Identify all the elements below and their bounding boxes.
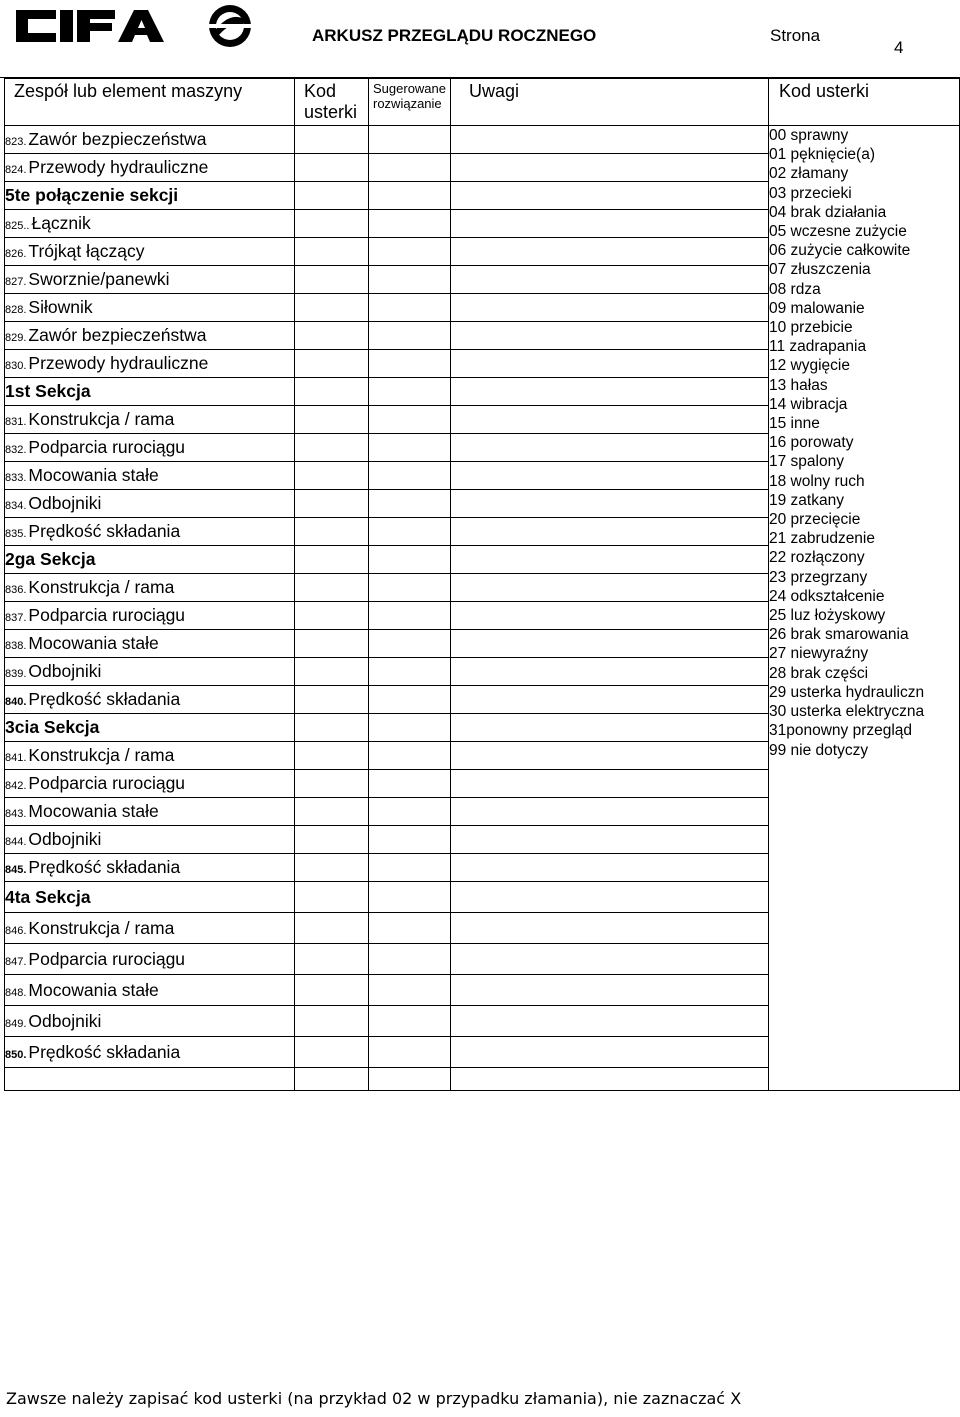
table-row bbox=[5, 126, 960, 154]
kod-input-cell[interactable] bbox=[295, 742, 369, 770]
uwagi-input-cell[interactable] bbox=[451, 266, 769, 294]
element-cell bbox=[5, 658, 295, 686]
uwagi-input-cell[interactable] bbox=[451, 378, 769, 406]
uwagi-input-cell[interactable] bbox=[451, 944, 769, 975]
item-label: Podparcia rurociągu bbox=[28, 605, 186, 625]
kod-input-cell[interactable] bbox=[295, 182, 369, 210]
kod-input-cell[interactable] bbox=[295, 154, 369, 182]
item-label: Przewody hydrauliczne bbox=[28, 157, 209, 177]
blank-cell[interactable] bbox=[295, 1068, 369, 1091]
kod-input-cell[interactable] bbox=[295, 798, 369, 826]
kod-input-cell[interactable] bbox=[295, 574, 369, 602]
item-number: 835. bbox=[5, 528, 27, 540]
uwagi-input-cell[interactable] bbox=[451, 322, 769, 350]
sugerowane-input-cell[interactable] bbox=[369, 126, 451, 154]
element-cell bbox=[5, 1006, 295, 1037]
kod-input-cell[interactable] bbox=[295, 378, 369, 406]
kod-input-cell[interactable] bbox=[295, 210, 369, 238]
element-cell bbox=[5, 714, 295, 742]
element-cell bbox=[5, 322, 295, 350]
kod-input-cell[interactable] bbox=[295, 686, 369, 714]
item-number: 830. bbox=[5, 360, 27, 372]
item-label: Sworznie/panewki bbox=[28, 269, 170, 289]
cifa-logo bbox=[14, 2, 254, 50]
uwagi-input-cell[interactable] bbox=[451, 490, 769, 518]
sugerowane-input-cell[interactable] bbox=[369, 238, 451, 266]
defect-code-item: 16 porowaty bbox=[769, 434, 854, 452]
item-label: Zawór bezpieczeństwa bbox=[28, 325, 207, 345]
item-number: 840. bbox=[5, 696, 27, 708]
sugerowane-input-cell[interactable] bbox=[369, 518, 451, 546]
inspection-table bbox=[4, 78, 960, 1091]
blank-cell[interactable] bbox=[451, 1068, 769, 1091]
kod-input-cell[interactable] bbox=[295, 490, 369, 518]
item-label: Konstrukcja / rama bbox=[28, 745, 175, 765]
item-label: Trójkąt łączący bbox=[28, 241, 145, 261]
element-cell bbox=[5, 462, 295, 490]
sugerowane-input-cell[interactable] bbox=[369, 882, 451, 913]
sugerowane-input-cell[interactable] bbox=[369, 434, 451, 462]
sugerowane-input-cell[interactable] bbox=[369, 266, 451, 294]
defect-code-item: 10 przebicie bbox=[769, 319, 853, 337]
sugerowane-input-cell[interactable] bbox=[369, 294, 451, 322]
sugerowane-input-cell[interactable] bbox=[369, 854, 451, 882]
uwagi-input-cell[interactable] bbox=[451, 126, 769, 154]
item-number: 842. bbox=[5, 780, 27, 792]
item-number: 841. bbox=[5, 752, 27, 764]
kod-input-cell[interactable] bbox=[295, 944, 369, 975]
item-number: 826. bbox=[5, 248, 27, 260]
footer-note: Zawsze należy zapisać kod usterki (na przykład 02 w przypadku złamania), nie zaznaczać X bbox=[6, 1389, 742, 1408]
item-label: Mocowania stałe bbox=[28, 979, 159, 1000]
sugerowane-input-cell[interactable] bbox=[369, 944, 451, 975]
uwagi-input-cell[interactable] bbox=[451, 826, 769, 854]
item-label: 3cia Sekcja bbox=[5, 717, 100, 737]
document-title: ARKUSZ PRZEGLĄDU ROCZNEGO bbox=[312, 26, 597, 45]
sugerowane-input-cell[interactable] bbox=[369, 686, 451, 714]
kod-input-cell[interactable] bbox=[295, 714, 369, 742]
item-number: 847. bbox=[5, 955, 27, 968]
item-number: 838. bbox=[5, 640, 27, 652]
element-cell bbox=[5, 518, 295, 546]
item-label: 2ga Sekcja bbox=[5, 549, 96, 569]
defect-code-item: 24 odkształcenie bbox=[769, 587, 885, 605]
defect-code-item: 06 zużycie całkowite bbox=[769, 242, 911, 260]
element-cell bbox=[5, 686, 295, 714]
sugerowane-input-cell[interactable] bbox=[369, 658, 451, 686]
defect-code-item: 21 zabrudzenie bbox=[769, 530, 875, 548]
defect-code-item: 22 rozłączony bbox=[769, 549, 865, 567]
element-cell bbox=[5, 546, 295, 574]
kod-input-cell[interactable] bbox=[295, 238, 369, 266]
uwagi-input-cell[interactable] bbox=[451, 770, 769, 798]
defect-code-item: 01 pęknięcie(a) bbox=[769, 146, 875, 164]
table-body bbox=[5, 126, 960, 1091]
item-number: 825.. bbox=[5, 220, 30, 232]
uwagi-input-cell[interactable] bbox=[451, 1037, 769, 1068]
kod-input-cell[interactable] bbox=[295, 322, 369, 350]
element-cell bbox=[5, 434, 295, 462]
uwagi-input-cell[interactable] bbox=[451, 574, 769, 602]
uwagi-input-cell[interactable] bbox=[451, 518, 769, 546]
header-sugerowane: Sugerowane rozwiązanie bbox=[369, 79, 451, 126]
element-cell bbox=[5, 154, 295, 182]
element-cell bbox=[5, 182, 295, 210]
element-cell bbox=[5, 406, 295, 434]
element-cell bbox=[5, 490, 295, 518]
element-cell bbox=[5, 602, 295, 630]
defect-code-item: 27 niewyraźny bbox=[769, 645, 869, 663]
blank-cell bbox=[5, 1068, 295, 1091]
defect-code-item: 00 sprawny bbox=[769, 127, 849, 144]
item-label: Odbojniki bbox=[28, 1010, 102, 1031]
item-label: Konstrukcja / rama bbox=[28, 917, 175, 938]
element-cell bbox=[5, 294, 295, 322]
sugerowane-input-cell[interactable] bbox=[369, 378, 451, 406]
element-cell bbox=[5, 798, 295, 826]
defect-code-legend bbox=[769, 126, 960, 1091]
kod-input-cell[interactable] bbox=[295, 913, 369, 944]
element-cell bbox=[5, 210, 295, 238]
item-number: 848. bbox=[5, 986, 27, 999]
element-cell bbox=[5, 1037, 295, 1068]
item-number: 827. bbox=[5, 276, 27, 288]
item-number: 823. bbox=[5, 136, 27, 148]
defect-code-item: 26 brak smarowania bbox=[769, 626, 909, 644]
item-label: Łącznik bbox=[31, 213, 91, 233]
defect-code-item: 19 zatkany bbox=[769, 491, 844, 509]
uwagi-input-cell[interactable] bbox=[451, 882, 769, 913]
kod-input-cell[interactable] bbox=[295, 770, 369, 798]
kod-input-cell[interactable] bbox=[295, 854, 369, 882]
kod-input-cell[interactable] bbox=[295, 126, 369, 154]
sugerowane-input-cell[interactable] bbox=[369, 546, 451, 574]
item-label: Podparcia rurociągu bbox=[28, 773, 186, 793]
kod-input-cell[interactable] bbox=[295, 826, 369, 854]
sugerowane-input-cell[interactable] bbox=[369, 798, 451, 826]
sugerowane-input-cell[interactable] bbox=[369, 1006, 451, 1037]
sugerowane-input-cell[interactable] bbox=[369, 602, 451, 630]
sugerowane-input-cell[interactable] bbox=[369, 154, 451, 182]
defect-code-item: 07 złuszczenia bbox=[769, 261, 871, 279]
element-cell bbox=[5, 378, 295, 406]
uwagi-input-cell[interactable] bbox=[451, 854, 769, 882]
sugerowane-input-cell[interactable] bbox=[369, 630, 451, 658]
item-label: Odbojniki bbox=[28, 493, 102, 513]
element-cell bbox=[5, 913, 295, 944]
uwagi-input-cell[interactable] bbox=[451, 154, 769, 182]
item-number: 828. bbox=[5, 304, 27, 316]
kod-input-cell[interactable] bbox=[295, 406, 369, 434]
uwagi-input-cell[interactable] bbox=[451, 658, 769, 686]
uwagi-input-cell[interactable] bbox=[451, 406, 769, 434]
item-number: 829. bbox=[5, 332, 27, 344]
uwagi-input-cell[interactable] bbox=[451, 294, 769, 322]
header-element: Zespół lub element maszyny bbox=[5, 79, 295, 126]
item-label: Prędkość składania bbox=[28, 689, 181, 709]
sugerowane-input-cell[interactable] bbox=[369, 913, 451, 944]
uwagi-input-cell[interactable] bbox=[451, 602, 769, 630]
sugerowane-input-cell[interactable] bbox=[369, 182, 451, 210]
element-cell bbox=[5, 975, 295, 1006]
sugerowane-input-cell[interactable] bbox=[369, 322, 451, 350]
defect-code-item: 23 przegrzany bbox=[769, 568, 868, 586]
header-uwagi: Uwagi bbox=[451, 79, 769, 126]
item-number: 831. bbox=[5, 416, 27, 428]
item-number: 836. bbox=[5, 584, 27, 596]
item-label: Podparcia rurociągu bbox=[28, 948, 186, 969]
item-label: Podparcia rurociągu bbox=[28, 437, 186, 457]
sugerowane-input-cell[interactable] bbox=[369, 1037, 451, 1068]
sugerowane-input-cell[interactable] bbox=[369, 210, 451, 238]
element-cell bbox=[5, 826, 295, 854]
item-label: Zawór bezpieczeństwa bbox=[28, 129, 207, 149]
item-label: Mocowania stałe bbox=[28, 465, 159, 485]
defect-code-item: 11 zadrapania bbox=[769, 338, 867, 356]
header-kod-usterki: Kod usterki bbox=[295, 79, 369, 126]
item-label: Odbojniki bbox=[28, 661, 102, 681]
kod-input-cell[interactable] bbox=[295, 350, 369, 378]
kod-input-cell[interactable] bbox=[295, 882, 369, 913]
item-number: 837. bbox=[5, 612, 27, 624]
item-number: 845. bbox=[5, 864, 27, 876]
item-number: 833. bbox=[5, 472, 27, 484]
item-number: 834. bbox=[5, 500, 27, 512]
element-cell bbox=[5, 854, 295, 882]
item-number: 839. bbox=[5, 668, 27, 680]
element-cell bbox=[5, 944, 295, 975]
uwagi-input-cell[interactable] bbox=[451, 686, 769, 714]
defect-code-item: 28 brak części bbox=[769, 664, 869, 682]
element-cell bbox=[5, 238, 295, 266]
element-cell bbox=[5, 630, 295, 658]
item-number: 846. bbox=[5, 924, 27, 937]
table-header-row bbox=[5, 79, 960, 126]
item-label: Prędkość składania bbox=[28, 857, 181, 877]
uwagi-input-cell[interactable] bbox=[451, 546, 769, 574]
kod-input-cell[interactable] bbox=[295, 546, 369, 574]
element-cell bbox=[5, 742, 295, 770]
defect-code-item: 30 usterka elektryczna bbox=[769, 703, 925, 721]
sugerowane-input-cell[interactable] bbox=[369, 770, 451, 798]
defect-code-item: 29 usterka hydrauliczn bbox=[769, 683, 925, 701]
item-number: 843. bbox=[5, 808, 27, 820]
uwagi-input-cell[interactable] bbox=[451, 350, 769, 378]
defect-code-item: 08 rdza bbox=[769, 280, 821, 298]
item-number: 832. bbox=[5, 444, 27, 456]
uwagi-input-cell[interactable] bbox=[451, 630, 769, 658]
defect-code-item: 17 spalony bbox=[769, 453, 844, 471]
item-label: Konstrukcja / rama bbox=[28, 409, 175, 429]
uwagi-input-cell[interactable] bbox=[451, 434, 769, 462]
item-label: Prędkość składania bbox=[28, 521, 181, 541]
item-label: Odbojniki bbox=[28, 829, 102, 849]
item-number: 850. bbox=[5, 1048, 27, 1061]
uwagi-input-cell[interactable] bbox=[451, 975, 769, 1006]
item-number: 849. bbox=[5, 1017, 27, 1030]
kod-input-cell[interactable] bbox=[295, 975, 369, 1006]
uwagi-input-cell[interactable] bbox=[451, 182, 769, 210]
sugerowane-input-cell[interactable] bbox=[369, 406, 451, 434]
uwagi-input-cell[interactable] bbox=[451, 742, 769, 770]
defect-code-item: 20 przecięcie bbox=[769, 511, 861, 529]
sugerowane-input-cell[interactable] bbox=[369, 714, 451, 742]
item-label: Prędkość składania bbox=[28, 1041, 181, 1062]
uwagi-input-cell[interactable] bbox=[451, 913, 769, 944]
defect-code-item: 05 wczesne zużycie bbox=[769, 223, 907, 241]
item-label: 4ta Sekcja bbox=[5, 886, 91, 907]
defect-code-item: 02 złamany bbox=[769, 165, 849, 183]
item-label: Siłownik bbox=[28, 297, 93, 317]
defect-code-item: 15 inne bbox=[769, 415, 820, 433]
sugerowane-input-cell[interactable] bbox=[369, 826, 451, 854]
kod-input-cell[interactable] bbox=[295, 658, 369, 686]
uwagi-input-cell[interactable] bbox=[451, 238, 769, 266]
element-cell bbox=[5, 770, 295, 798]
kod-input-cell[interactable] bbox=[295, 1037, 369, 1068]
defect-code-item: 18 wolny ruch bbox=[769, 472, 865, 490]
defect-code-item: 25 luz łożyskowy bbox=[769, 607, 886, 625]
defect-code-item: 09 malowanie bbox=[769, 299, 865, 317]
kod-input-cell[interactable] bbox=[295, 434, 369, 462]
page-number: 4 bbox=[894, 38, 904, 57]
header-kod-legend: Kod usterki bbox=[769, 79, 960, 126]
defect-code-item: 31ponowny przegląd bbox=[769, 722, 913, 740]
sugerowane-input-cell[interactable] bbox=[369, 462, 451, 490]
defect-code-item: 03 przecieki bbox=[769, 184, 852, 202]
kod-input-cell[interactable] bbox=[295, 266, 369, 294]
defect-code-item: 14 wibracja bbox=[769, 395, 848, 413]
kod-input-cell[interactable] bbox=[295, 602, 369, 630]
uwagi-input-cell[interactable] bbox=[451, 798, 769, 826]
element-cell bbox=[5, 126, 295, 154]
defect-code-item: 99 nie dotyczy bbox=[769, 741, 869, 759]
item-label: Mocowania stałe bbox=[28, 633, 159, 653]
sugerowane-input-cell[interactable] bbox=[369, 574, 451, 602]
item-number: 844. bbox=[5, 836, 27, 848]
uwagi-input-cell[interactable] bbox=[451, 210, 769, 238]
sugerowane-input-cell[interactable] bbox=[369, 742, 451, 770]
defect-code-item: 13 hałas bbox=[769, 376, 828, 394]
element-cell bbox=[5, 574, 295, 602]
page-header bbox=[0, 0, 960, 78]
element-cell bbox=[5, 882, 295, 913]
kod-input-cell[interactable] bbox=[295, 518, 369, 546]
item-number: 824. bbox=[5, 164, 27, 176]
uwagi-input-cell[interactable] bbox=[451, 714, 769, 742]
item-label: 1st Sekcja bbox=[5, 381, 91, 401]
kod-input-cell[interactable] bbox=[295, 294, 369, 322]
defect-code-item: 04 brak działania bbox=[769, 203, 887, 221]
blank-cell[interactable] bbox=[369, 1068, 451, 1091]
kod-input-cell[interactable] bbox=[295, 1006, 369, 1037]
defect-code-item: 12 wygięcie bbox=[769, 357, 850, 375]
item-label: 5te połączenie sekcji bbox=[5, 185, 179, 205]
item-label: Konstrukcja / rama bbox=[28, 577, 175, 597]
page-label: Strona bbox=[770, 26, 821, 45]
kod-input-cell[interactable] bbox=[295, 630, 369, 658]
element-cell bbox=[5, 350, 295, 378]
item-label: Przewody hydrauliczne bbox=[28, 353, 209, 373]
sugerowane-input-cell[interactable] bbox=[369, 350, 451, 378]
uwagi-input-cell[interactable] bbox=[451, 1006, 769, 1037]
sugerowane-input-cell[interactable] bbox=[369, 975, 451, 1006]
item-label: Mocowania stałe bbox=[28, 801, 159, 821]
element-cell bbox=[5, 266, 295, 294]
kod-input-cell[interactable] bbox=[295, 462, 369, 490]
uwagi-input-cell[interactable] bbox=[451, 462, 769, 490]
sugerowane-input-cell[interactable] bbox=[369, 490, 451, 518]
